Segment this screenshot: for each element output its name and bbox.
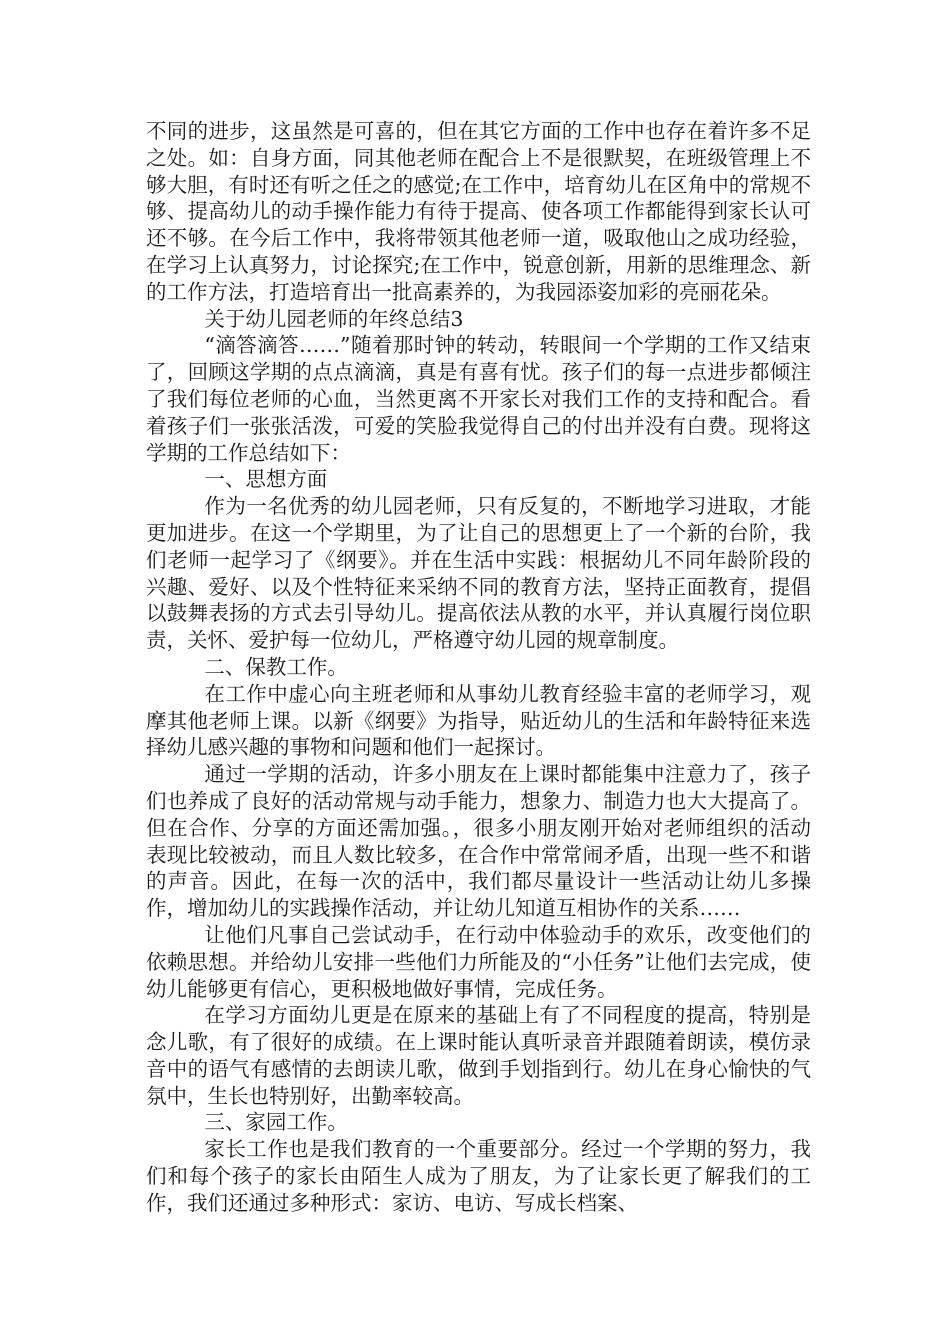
body-paragraph: 作为一名优秀的幼儿园老师，只有反复的，不断地学习进取，才能更加进步。在这一个学期里，为了让自己的思想更上了一个新的台阶，我们老师一起学习了《纲要》。并在生活中实践：根据幼儿不同年龄阶段的兴趣、爱好、以及个性特征来采纳不同的教育方法，坚持正面教育，提倡以鼓舞表扬的方式去引导幼儿。提高依法从教的水平，并认真履行岗位职责，关怀、爱护每一位幼儿，严格遵守幼儿园的规章制度。 bbox=[146, 494, 811, 653]
section-heading: 二、保教工作。 bbox=[204, 654, 348, 679]
document-page bbox=[146, 118, 811, 1217]
section-title: 关于幼儿园老师的年终总结3 bbox=[204, 306, 464, 331]
body-paragraph: 在工作中虚心向主班老师和从事幼儿教育经验丰富的老师学习，观摩其他老师上课。以新《纲要》为指导，贴近幼儿的生活和年龄特征来选择幼儿感兴趣的事物和问题和他们一起探讨。 bbox=[146, 681, 811, 760]
section-heading: 三、家园工作。 bbox=[204, 1110, 348, 1135]
body-paragraph: “滴答滴答……”随着那时钟的转动，转眼间一个学期的工作又结束了，回顾这学期的点点滴滴，真是有喜有忧。孩子们的每一点进步都倾注了我们每位老师的心血，当然更离不开家长对我们工作的支持和配合。看着孩子们一张张活泼，可爱的笑脸我觉得自己的付出并没有白费。现将这学期的工作总结如下： bbox=[146, 333, 811, 465]
body-paragraph: 家长工作也是我们教育的一个重要部分。经过一个学期的努力，我们和每个孩子的家长由陌生人成为了朋友，为了让家长更了解我们的工作，我们还通过多种形式：家访、电访、写成长档案、 bbox=[146, 1137, 811, 1215]
body-paragraph: 通过一学期的活动，许多小朋友在上课时都能集中注意力了，孩子们也养成了良好的活动常规与动手能力，想象力、制造力也大大提高了。但在合作、分享的方面还需加强。，很多小朋友刚开始对老师组织的活动表现比较被动，而且人数比较多，在合作中常常闹矛盾，出现一些不和谐的声音。因此，在每一次的活中，我们都尽量设计一些活动让幼儿多操作，增加幼儿的实践操作活动，并让幼儿知道互相协作的关系…… bbox=[146, 762, 811, 921]
body-paragraph: 在学习方面幼儿更是在原来的基础上有了不同程度的提高，特别是念儿歌，有了很好的成绩。在上课时能认真听录音并跟随着朗读，模仿录音中的语气有感情的去朗读儿歌，做到手划指到行。幼儿在身心愉快的气氛中，生长也特别好，出勤率较高。 bbox=[146, 1003, 811, 1108]
section-heading: 一、思想方面 bbox=[204, 467, 328, 492]
body-paragraph: 让他们凡事自己尝试动手，在行动中体验动手的欢乐，改变他们的依赖思想。并给幼儿安排一些他们力所能及的“小任务”让他们去完成，使幼儿能够更有信心，更积极地做好事情，完成任务。 bbox=[146, 922, 811, 1001]
body-paragraph: 不同的进步，这虽然是可喜的，但在其它方面的工作中也存在着许多不足之处。如：自身方面，同其他老师在配合上不是很默契，在班级管理上不够大胆，有时还有听之任之的感觉;在工作中，培育幼儿在区角中的常规不够、提高幼儿的动手操作能力有待于提高、使各项工作都能得到家长认可还不够。在今后工作中，我将带领其他老师一道，吸取他山之成功经验，在学习上认真努力，讨论探究;在工作中，锐意创新，用新的思维理念、新的工作方法，打造培育出一批高素养的，为我园添姿加彩的亮丽花朵。 bbox=[146, 119, 811, 304]
